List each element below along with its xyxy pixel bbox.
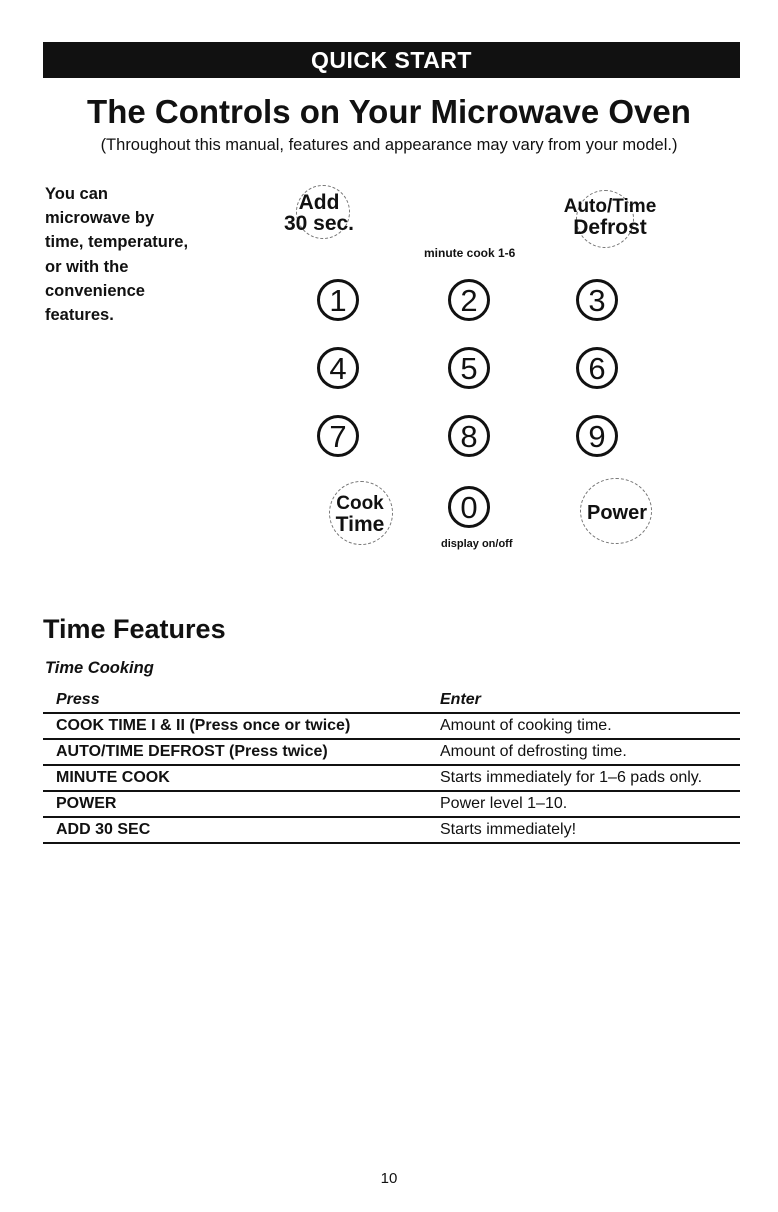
digit-2-key[interactable]: 2 [448, 279, 490, 321]
digit-0-key[interactable]: 0 [448, 486, 490, 528]
digit-3-key[interactable]: 3 [576, 279, 618, 321]
press-cell: MINUTE COOK [43, 765, 428, 791]
add-30-sec-line: Add [298, 191, 340, 214]
press-cell: POWER [43, 791, 428, 817]
digit-7-key[interactable]: 7 [317, 415, 359, 457]
auto-time-defrost-pad[interactable] [555, 196, 665, 238]
cook-time-line: Time [335, 513, 385, 536]
digit-5-key[interactable]: 5 [448, 347, 490, 389]
intro-line: You can [45, 185, 108, 203]
enter-column-header: Enter [428, 688, 740, 713]
auto-time-defrost-line: Auto/Time [563, 196, 657, 217]
quick-start-banner: QUICK START [43, 42, 740, 78]
auto-time-defrost-line: Defrost [573, 216, 647, 239]
time-cooking-table [43, 688, 740, 844]
add-30-sec-line: 30 sec. [283, 212, 355, 235]
minute-cook-label: minute cook 1-6 [424, 246, 516, 260]
press-cell: COOK TIME I & II (Press once or twice) [43, 713, 428, 739]
cook-time-line: Cook [336, 493, 384, 514]
table-row [43, 791, 740, 817]
enter-cell: Amount of cooking time. [428, 713, 740, 739]
press-column-header: Press [43, 688, 428, 713]
digit-1-key[interactable]: 1 [317, 279, 359, 321]
power-pad[interactable]: Power [586, 502, 648, 524]
enter-cell: Power level 1–10. [428, 791, 740, 817]
press-cell: AUTO/TIME DEFROST (Press twice) [43, 739, 428, 765]
table-header-row [43, 688, 740, 713]
display-onoff-label: display on/off [441, 538, 513, 550]
time-cooking-subtitle: Time Cooking [45, 659, 154, 677]
add-30-sec-pad[interactable] [276, 192, 362, 234]
intro-line: features. [45, 306, 114, 325]
time-features-title: Time Features [43, 614, 226, 644]
intro-line: microwave by [45, 209, 155, 228]
intro-text [45, 182, 245, 327]
page-subtitle: (Throughout this manual, features and appearance may vary from your model.) [100, 136, 678, 154]
table-row [43, 713, 740, 739]
digit-4-key[interactable]: 4 [317, 347, 359, 389]
enter-cell: Starts immediately for 1–6 pads only. [428, 765, 740, 791]
intro-line: or with the [45, 257, 129, 276]
intro-line: time, temperature, [45, 233, 189, 252]
digit-6-key[interactable]: 6 [576, 347, 618, 389]
table-row [43, 765, 740, 791]
page-title: The Controls on Your Microwave Oven [87, 93, 691, 130]
page-number: 10 [380, 1170, 398, 1187]
digit-8-key[interactable]: 8 [448, 415, 490, 457]
press-cell: ADD 30 SEC [43, 817, 428, 843]
intro-line: convenience [45, 281, 145, 300]
table-row [43, 817, 740, 843]
table-row [43, 739, 740, 765]
enter-cell: Starts immediately! [428, 817, 740, 843]
digit-9-key[interactable]: 9 [576, 415, 618, 457]
cook-time-pad[interactable] [320, 493, 400, 535]
enter-cell: Amount of defrosting time. [428, 739, 740, 765]
